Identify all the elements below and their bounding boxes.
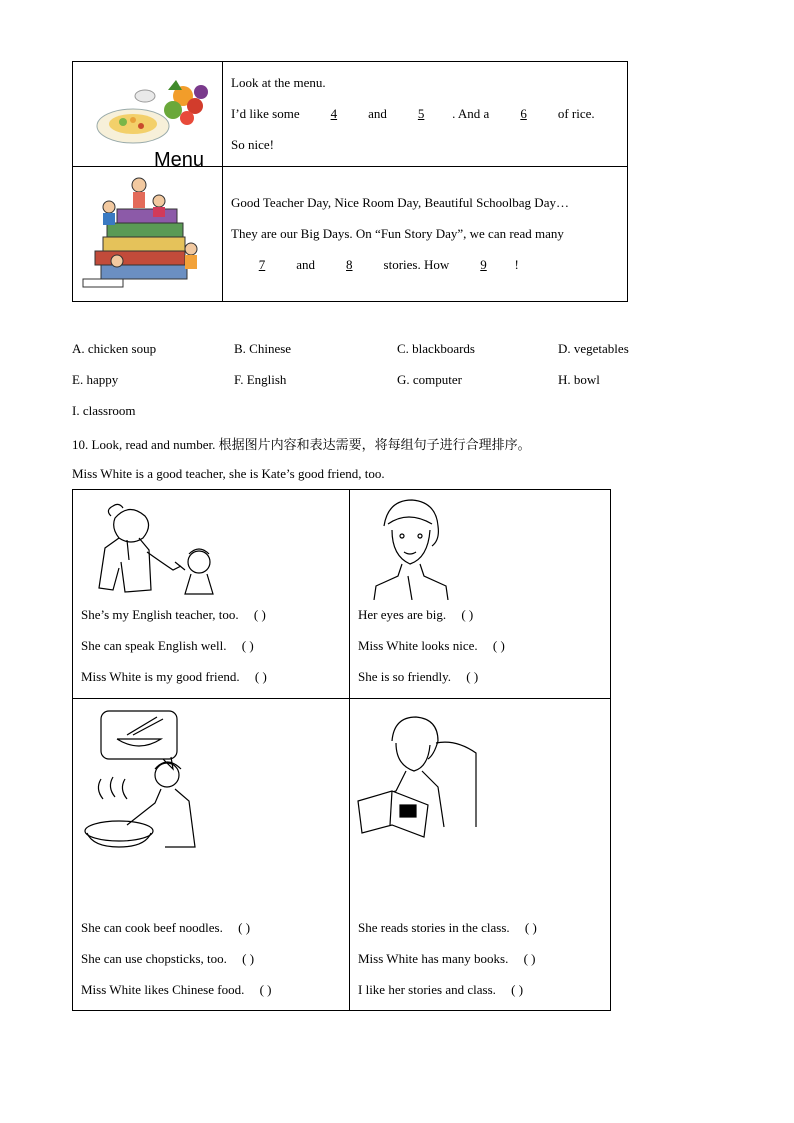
text-fragment: and <box>368 106 387 121</box>
sentence-text: She is so friendly. <box>358 669 452 684</box>
order-answer-paren[interactable]: ( ) <box>466 669 479 684</box>
order-cell-4-sentence-1 <box>358 920 575 936</box>
order-answer-paren[interactable]: ( ) <box>241 638 254 653</box>
option-f: F. English <box>234 372 287 387</box>
teacher-portrait-illustration <box>370 496 450 600</box>
menu-line-3: So nice! <box>231 137 274 152</box>
text-fragment: of rice. <box>557 106 595 121</box>
text-fragment: stories. How <box>383 257 450 272</box>
order-answer-paren[interactable]: ( ) <box>242 951 255 966</box>
sentence-text: She can cook beef noodles. <box>81 920 223 935</box>
vocabulary-table <box>72 61 628 301</box>
text-fragment: ! <box>514 257 519 272</box>
order-cell-2 <box>350 490 611 699</box>
option-i: I. classroom <box>72 403 136 418</box>
blank-4[interactable]: 4 <box>330 106 338 121</box>
order-answer-paren[interactable]: ( ) <box>492 638 505 653</box>
option-c: C. blackboards <box>397 341 475 356</box>
option-d: D. vegetables <box>558 341 629 356</box>
blank-5[interactable]: 5 <box>417 106 425 121</box>
text-fragment: I’d like some <box>231 106 300 121</box>
blank-8[interactable]: 8 <box>346 257 353 272</box>
order-answer-paren[interactable]: ( ) <box>523 951 536 966</box>
option-e: E. happy <box>72 372 119 387</box>
order-cell-1-sentence-1 <box>81 607 304 623</box>
order-cell-1-sentence-3 <box>81 669 305 685</box>
sentence-text: She can speak English well. <box>81 638 227 653</box>
order-cell-4-sentence-3 <box>358 982 561 998</box>
blank-6[interactable]: 6 <box>520 106 527 121</box>
big-days-text-cell <box>223 167 628 302</box>
order-answer-paren[interactable]: ( ) <box>254 669 267 684</box>
order-cell-1-sentence-2 <box>81 638 292 654</box>
teacher-reading-book-illustration <box>356 713 482 843</box>
menu-title: Menu <box>154 149 205 171</box>
order-cell-2-sentence-1 <box>358 607 511 623</box>
sentence-text: I like her stories and class. <box>358 982 496 997</box>
menu-line-2 <box>231 98 627 129</box>
sentence-text: Her eyes are big. <box>358 607 447 622</box>
sentence-text: Miss White likes Chinese food. <box>81 982 245 997</box>
books-picture-cell <box>73 167 223 302</box>
order-cell-3-sentence-3 <box>81 982 310 998</box>
menu-line-1: Look at the menu. <box>231 75 326 90</box>
order-answer-paren[interactable]: ( ) <box>253 607 266 622</box>
menu-picture-cell <box>73 62 223 171</box>
big-days-line-3 <box>231 249 627 280</box>
question-10-intro: Miss White is a good teacher, she is Kate’s good friend, too. <box>72 466 385 481</box>
sentence-text: She reads stories in the class. <box>358 920 510 935</box>
sentence-text: She’s my English teacher, too. <box>81 607 239 622</box>
sentence-text: Miss White is my good friend. <box>81 669 240 684</box>
option-g: G. computer <box>397 372 462 387</box>
big-days-line-1: Good Teacher Day, Nice Room Day, Beautiful Schoolbag Day… <box>231 195 569 210</box>
order-cell-1 <box>73 490 350 699</box>
sentence-text: She can use chopsticks, too. <box>81 951 227 966</box>
teacher-cooking-noodles-illustration <box>83 709 213 854</box>
order-answer-paren[interactable]: ( ) <box>461 607 474 622</box>
sentence-text: Miss White has many books. <box>358 951 509 966</box>
order-answer-paren[interactable]: ( ) <box>259 982 272 997</box>
big-days-line-2: They are our Big Days. On “Fun Story Day”, we can read many <box>231 226 564 241</box>
order-cell-3 <box>73 699 350 1011</box>
order-cell-3-sentence-2 <box>81 951 292 967</box>
blank-7[interactable]: 7 <box>258 257 266 272</box>
option-a: A. chicken soup <box>72 341 157 356</box>
sentence-order-table <box>72 489 611 1011</box>
order-cell-2-sentence-3 <box>358 669 516 685</box>
option-b: B. Chinese <box>234 341 292 356</box>
sentence-text: Miss White looks nice. <box>358 638 478 653</box>
question-10-heading: 10. Look, read and number. 根据图片内容和表达需要，将每组句子进行合理排序。 <box>72 437 531 452</box>
order-cell-4 <box>350 699 611 1011</box>
children-reading-books-illustration <box>73 167 222 301</box>
blank-9[interactable]: 9 <box>480 257 487 272</box>
teacher-and-girl-illustration <box>87 500 227 600</box>
order-answer-paren[interactable]: ( ) <box>524 920 537 935</box>
order-cell-3-sentence-1 <box>81 920 288 936</box>
text-fragment: and <box>296 257 316 272</box>
order-answer-paren[interactable]: ( ) <box>511 982 524 997</box>
text-fragment: . And a <box>452 106 490 121</box>
order-cell-4-sentence-2 <box>358 951 574 967</box>
order-cell-2-sentence-2 <box>358 638 543 654</box>
menu-text-cell <box>223 62 628 167</box>
option-h: H. bowl <box>558 372 600 387</box>
order-answer-paren[interactable]: ( ) <box>238 920 251 935</box>
